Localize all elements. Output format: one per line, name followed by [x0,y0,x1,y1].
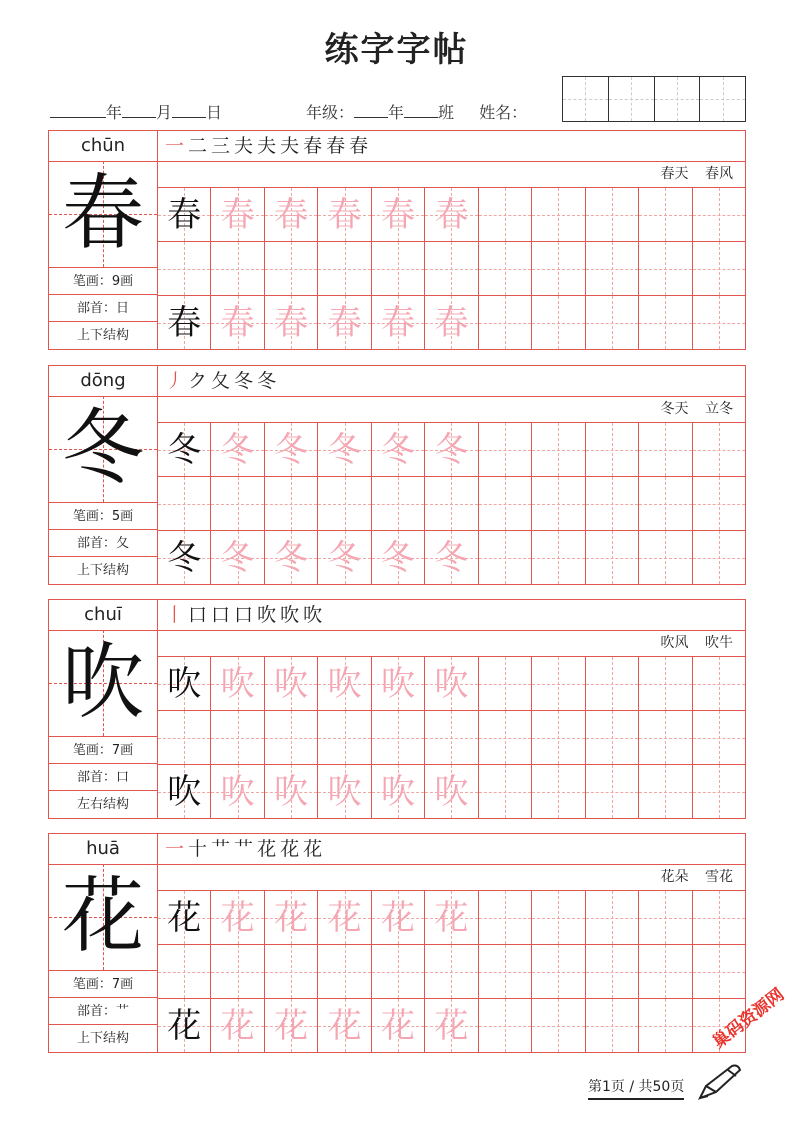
big-char-box [49,161,157,267]
practice-cell[interactable] [210,656,263,710]
practice-cell[interactable] [157,656,210,710]
model-char: 吹 [167,664,202,704]
practice-cell[interactable] [585,476,638,530]
stroke-order [165,366,280,396]
example-words: 冬天 立冬 [660,401,733,417]
trace-char: 冬 [274,538,309,578]
trace-char: 吹 [274,772,309,812]
trace-char: 吹 [220,664,255,704]
practice-cell[interactable] [210,710,263,764]
practice-cell[interactable] [478,890,531,944]
practice-cell[interactable] [424,476,477,530]
stroke-order [165,131,372,161]
trace-char: 春 [434,303,469,343]
stroke-step: 冬 [257,370,281,392]
char-info-panel [49,600,158,818]
practice-cell[interactable] [264,476,317,530]
practice-cell[interactable] [317,890,370,944]
practice-cell[interactable] [424,530,477,584]
practice-cell[interactable] [264,187,317,241]
stroke-order-row [157,600,745,631]
trace-char: 花 [434,1006,469,1046]
words-row [157,864,745,890]
trace-char: 冬 [434,430,469,470]
name-box[interactable] [563,77,609,121]
practice-cell[interactable] [157,295,210,349]
practice-cell[interactable] [264,710,317,764]
stroke-step: 一 [165,838,189,860]
practice-cell[interactable] [264,422,317,476]
practice-cell[interactable] [638,241,691,295]
practice-cell[interactable] [317,530,370,584]
practice-cell[interactable] [371,944,424,998]
practice-cell[interactable] [531,890,584,944]
practice-cell[interactable] [692,422,745,476]
practice-cell[interactable] [317,998,370,1052]
trace-char: 春 [274,303,309,343]
trace-char: 花 [381,1006,416,1046]
day-label: 日 [206,103,223,122]
pen-icon [696,1062,744,1102]
practice-cell[interactable] [424,710,477,764]
practice-cell[interactable] [638,656,691,710]
day-blank[interactable] [172,103,206,118]
practice-cell[interactable] [478,998,531,1052]
model-char: 花 [167,898,202,938]
char-block-3 [48,599,746,819]
practice-cell[interactable] [264,890,317,944]
big-char: 春 [61,166,144,261]
stroke-step: 十 [188,838,212,860]
model-char: 冬 [167,430,202,470]
practice-cell[interactable] [210,530,263,584]
trace-char: 冬 [220,430,255,470]
stroke-step: 花 [303,838,327,860]
pinyin: dōng [49,366,157,397]
trace-char: 花 [220,1006,255,1046]
stroke-step: 花 [280,838,304,860]
practice-cell[interactable] [478,241,531,295]
practice-cell[interactable] [371,710,424,764]
words-row [157,161,745,187]
stroke-step: 夫 [280,135,304,157]
trace-char: 冬 [434,538,469,578]
structure: 上下结构 [49,556,157,584]
practice-cell[interactable] [424,295,477,349]
practice-cell[interactable] [317,656,370,710]
practice-cell[interactable] [424,187,477,241]
stroke-step: 一 [165,135,189,157]
stroke-count: 笔画：7画 [49,736,157,764]
trace-char: 花 [381,898,416,938]
stroke-step: 三 [211,135,235,157]
practice-cell[interactable] [424,241,477,295]
practice-cell[interactable] [157,476,210,530]
practice-cell[interactable] [585,764,638,818]
trace-char: 冬 [381,538,416,578]
practice-cell[interactable] [638,422,691,476]
stroke-step: 口 [188,604,212,626]
trace-char: 冬 [220,538,255,578]
trace-char: 吹 [327,664,362,704]
trace-char: 冬 [327,430,362,470]
practice-cell[interactable] [531,944,584,998]
practice-cell[interactable] [531,295,584,349]
radical: 部首：口 [49,763,157,791]
radical: 部首：日 [49,294,157,322]
practice-cell[interactable] [531,422,584,476]
big-char: 吹 [61,635,144,730]
practice-cell[interactable] [585,295,638,349]
practice-cell[interactable] [371,241,424,295]
practice-cell[interactable] [638,530,691,584]
practice-cell[interactable] [585,890,638,944]
stroke-step: 二 [188,135,212,157]
trace-char: 春 [381,195,416,235]
page-indicator: 第1页 / 共50页 [588,1076,684,1100]
practice-cell[interactable] [638,944,691,998]
practice-cell[interactable] [638,764,691,818]
practice-cell[interactable] [264,764,317,818]
example-words: 春天 春风 [660,166,733,182]
practice-cell[interactable] [478,710,531,764]
practice-cell[interactable] [638,710,691,764]
trace-char: 花 [220,898,255,938]
practice-cell[interactable] [692,656,745,710]
stroke-step: 吹 [280,604,304,626]
practice-cell[interactable] [692,476,745,530]
practice-cell[interactable] [692,187,745,241]
practice-cell[interactable] [210,295,263,349]
big-char: 花 [61,869,144,964]
model-char: 吹 [167,772,202,812]
example-words: 花朵 雪花 [660,869,733,885]
practice-cell[interactable] [371,187,424,241]
practice-cell[interactable] [692,890,745,944]
class-label: 班 [438,103,455,122]
trace-char: 吹 [274,664,309,704]
practice-cell[interactable] [692,295,745,349]
grade-year-blank[interactable] [354,103,388,118]
practice-cell[interactable] [157,710,210,764]
practice-cell[interactable] [210,764,263,818]
practice-grid [157,422,745,584]
practice-cell[interactable] [317,476,370,530]
trace-char: 春 [434,195,469,235]
practice-cell[interactable] [317,241,370,295]
trace-char: 花 [274,1006,309,1046]
stroke-step: 丿 [165,370,189,392]
practice-cell[interactable] [157,764,210,818]
practice-cell[interactable] [371,422,424,476]
trace-char: 花 [434,898,469,938]
trace-char: 吹 [381,772,416,812]
trace-char: 春 [381,303,416,343]
practice-cell[interactable] [424,656,477,710]
practice-cell[interactable] [531,656,584,710]
practice-cell[interactable] [478,656,531,710]
practice-cell[interactable] [585,422,638,476]
model-char: 冬 [167,538,202,578]
practice-cell[interactable] [157,530,210,584]
practice-cell[interactable] [371,295,424,349]
trace-char: 春 [327,195,362,235]
practice-cell[interactable] [531,187,584,241]
radical: 部首：夂 [49,529,157,557]
big-char-box [49,396,157,502]
practice-cell[interactable] [585,187,638,241]
month-blank[interactable] [122,103,156,118]
example-words: 吹风 吹牛 [660,635,733,651]
stroke-step: 春 [303,135,327,157]
model-char: 春 [167,195,202,235]
trace-char: 吹 [434,772,469,812]
trace-char: 冬 [274,430,309,470]
practice-cell[interactable] [210,476,263,530]
practice-cell[interactable] [157,241,210,295]
stroke-step: 春 [349,135,373,157]
class-blank[interactable] [404,103,438,118]
words-row [157,396,745,422]
char-block-1 [48,130,746,350]
stroke-step: 冬 [234,370,258,392]
big-char-box [49,630,157,736]
pinyin: chuī [49,600,157,631]
practice-cell[interactable] [531,530,584,584]
practice-cell[interactable] [210,998,263,1052]
pinyin: huā [49,834,157,865]
trace-char: 吹 [381,664,416,704]
practice-cell[interactable] [692,710,745,764]
stroke-order [165,834,326,864]
practice-cell[interactable] [585,530,638,584]
practice-cell[interactable] [424,764,477,818]
char-block-2 [48,365,746,585]
practice-cell[interactable] [585,241,638,295]
practice-cell[interactable] [371,476,424,530]
year-label: 年 [106,103,123,122]
practice-cell[interactable] [317,710,370,764]
stroke-order-row [157,366,745,397]
practice-cell[interactable] [638,998,691,1052]
practice-cell[interactable] [264,656,317,710]
watermark-text: 巢码资源网 [708,984,789,1053]
stroke-step: 艹 [211,838,235,860]
trace-char: 吹 [327,772,362,812]
practice-cell[interactable] [478,476,531,530]
practice-cell[interactable] [264,530,317,584]
practice-cell[interactable] [478,295,531,349]
model-char: 春 [167,303,202,343]
practice-cell[interactable] [531,710,584,764]
date-line [50,100,222,123]
trace-char: 花 [327,898,362,938]
stroke-step: 口 [234,604,258,626]
radical: 部首：艹 [49,997,157,1025]
name-boxes[interactable] [562,76,746,122]
practice-cell[interactable] [638,295,691,349]
practice-cell[interactable] [638,476,691,530]
pinyin: chūn [49,131,157,162]
practice-cell[interactable] [264,241,317,295]
practice-cell[interactable] [264,295,317,349]
trace-char: 春 [220,303,255,343]
structure: 上下结构 [49,1024,157,1052]
watermark-logo [700,978,793,1058]
practice-cell[interactable] [157,187,210,241]
practice-cell[interactable] [317,944,370,998]
name-box[interactable] [609,77,655,121]
practice-cell[interactable] [317,764,370,818]
stroke-step: 春 [326,135,350,157]
trace-char: 春 [220,195,255,235]
practice-cell[interactable] [264,944,317,998]
practice-cell[interactable] [371,890,424,944]
stroke-step: 艹 [234,838,258,860]
char-block-4 [48,833,746,1053]
practice-cell[interactable] [692,530,745,584]
practice-cell[interactable] [585,944,638,998]
page-title: 练字字帖 [324,30,469,70]
practice-cell[interactable] [264,998,317,1052]
char-info-panel [49,834,158,1052]
stroke-order [165,600,326,630]
practice-cell[interactable] [424,998,477,1052]
char-info-panel [49,366,158,584]
name-box[interactable] [700,77,745,121]
practice-cell[interactable] [531,476,584,530]
practice-cell[interactable] [210,241,263,295]
stroke-count: 笔画：7画 [49,970,157,998]
practice-cell[interactable] [478,187,531,241]
practice-cell[interactable] [585,710,638,764]
practice-cell[interactable] [585,998,638,1052]
trace-char: 春 [327,303,362,343]
year-blank[interactable] [50,103,106,118]
practice-cell[interactable] [585,656,638,710]
practice-grid [157,890,745,1052]
practice-cell[interactable] [157,890,210,944]
stroke-order-row [157,131,745,162]
trace-char: 花 [327,1006,362,1046]
stroke-count: 笔画：9画 [49,267,157,295]
practice-cell[interactable] [157,998,210,1052]
practice-cell[interactable] [317,187,370,241]
practice-cell[interactable] [371,530,424,584]
practice-cell[interactable] [478,764,531,818]
practice-cell[interactable] [638,890,691,944]
big-char: 冬 [61,401,144,496]
words-row [157,630,745,656]
practice-cell[interactable] [317,295,370,349]
grade-year-label: 年 [388,103,405,122]
grade-line [306,100,527,123]
practice-cell[interactable] [424,944,477,998]
stroke-step: 夂 [211,370,235,392]
practice-cell[interactable] [371,656,424,710]
month-label: 月 [156,103,173,122]
practice-cell[interactable] [317,422,370,476]
practice-cell[interactable] [531,998,584,1052]
practice-cell[interactable] [371,764,424,818]
practice-cell[interactable] [371,998,424,1052]
practice-grid [157,656,745,818]
stroke-step: 丨 [165,604,189,626]
stroke-step: ク [188,370,212,392]
practice-cell[interactable] [692,764,745,818]
practice-cell[interactable] [210,187,263,241]
trace-char: 吹 [220,772,255,812]
practice-cell[interactable] [210,944,263,998]
stroke-step: 吹 [257,604,281,626]
practice-cell[interactable] [210,422,263,476]
big-char-box [49,864,157,970]
trace-char: 冬 [327,538,362,578]
stroke-step: 吹 [303,604,327,626]
practice-cell[interactable] [210,890,263,944]
practice-cell[interactable] [531,241,584,295]
structure: 左右结构 [49,790,157,818]
stroke-count: 笔画：5画 [49,502,157,530]
name-label: 姓名： [479,103,528,122]
practice-cell[interactable] [424,890,477,944]
stroke-step: 花 [257,838,281,860]
practice-cell[interactable] [531,764,584,818]
trace-char: 春 [274,195,309,235]
practice-cell[interactable] [478,422,531,476]
name-box[interactable] [655,77,701,121]
structure: 上下结构 [49,321,157,349]
practice-cell[interactable] [424,422,477,476]
grade-label: 年级： [306,103,355,122]
model-char: 花 [167,1006,202,1046]
practice-cell[interactable] [157,944,210,998]
practice-cell[interactable] [478,530,531,584]
char-info-panel [49,131,158,349]
trace-char: 花 [274,898,309,938]
stroke-step: 夫 [257,135,281,157]
practice-cell[interactable] [157,422,210,476]
stroke-step: 口 [211,604,235,626]
stroke-step: 夫 [234,135,258,157]
practice-cell[interactable] [638,187,691,241]
practice-cell[interactable] [478,944,531,998]
practice-cell[interactable] [692,241,745,295]
trace-char: 吹 [434,664,469,704]
practice-grid [157,187,745,349]
trace-char: 冬 [381,430,416,470]
stroke-order-row [157,834,745,865]
